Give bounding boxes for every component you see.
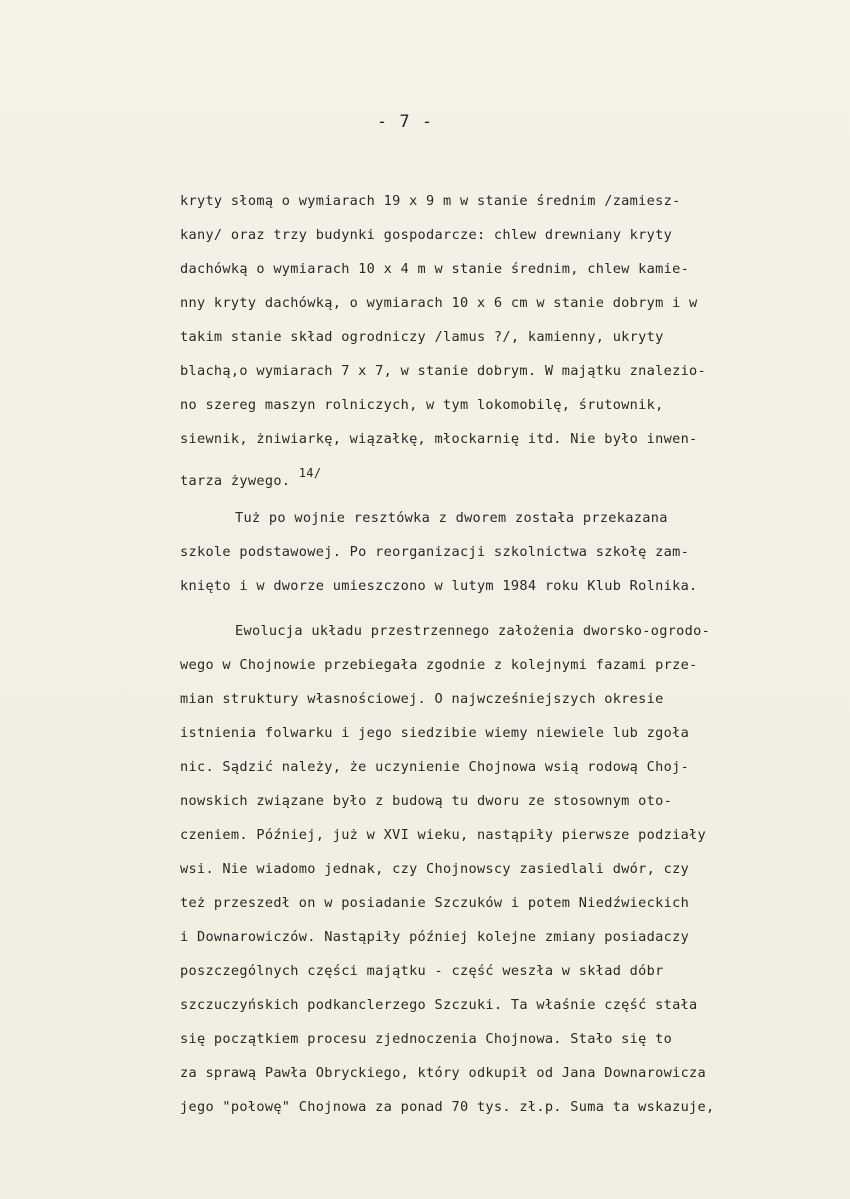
text-line: Tuż po wojnie resztówka z dworem została przekazana [235, 510, 668, 526]
text-line: nny kryty dachówką, o wymiarach 10 x 6 cm w stanie dobrym i w [180, 295, 698, 311]
paragraph-2 [180, 507, 830, 609]
paragraph-3 [180, 620, 830, 1130]
text-line: jego "połowę" Chojnowa za ponad 70 tys. zł.p. Suma ta wskazuje, [180, 1099, 715, 1115]
text-line: kryty słomą o wymiarach 19 x 9 m w stanie średnim /zamiesz- [180, 193, 681, 209]
text-line: dachówką o wymiarach 10 x 4 m w stanie średnim, chlew kamie- [180, 261, 690, 277]
text-line: kany/ oraz trzy budynki gospodarcze: chlew drewniany kryty [180, 227, 673, 243]
page-number: - 7 - [376, 112, 434, 132]
text-line: szkole podstawowej. Po reorganizacji szkolnictwa szkołę zam- [180, 544, 690, 560]
text-line: nic. Sądzić należy, że uczynienie Chojnowa wsią rodową Choj- [180, 759, 690, 775]
text-line-with-footnote [180, 462, 830, 496]
text-line: takim stanie skład ogrodniczy /lamus ?/, kamienny, ukryty [180, 329, 664, 345]
text-line: wsi. Nie wiadomo jednak, czy Chojnowscy zasiedlali dwór, czy [180, 861, 690, 877]
text-line: czeniem. Później, już w XVI wieku, nastąpiły pierwsze podziały [180, 827, 707, 843]
text-line: wego w Chojnowie przebiegała zgodnie z kolejnymi fazami prze- [180, 657, 698, 673]
text-line: nowskich związane było z budową tu dworu ze stosownym oto- [180, 793, 673, 809]
footnote-marker: 14/ [298, 466, 322, 480]
text-line: istnienia folwarku i jego siedzibie wiemy niewiele lub zgoła [180, 725, 690, 741]
text-line: się początkiem procesu zjednoczenia Chojnowa. Stało się to [180, 1031, 673, 1047]
text-line: knięto i w dworze umieszczono w lutym 1984 roku Klub Rolnika. [180, 578, 698, 594]
text-line: tarza żywego. [180, 473, 291, 489]
text-line: za sprawą Pawła Obryckiego, który odkupił od Jana Downarowicza [180, 1065, 707, 1081]
text-line: Ewolucja układu przestrzennego założenia dworsko-ogrodo- [235, 623, 711, 639]
text-line: też przeszedł on w posiadanie Szczuków i potem Niedźwieckich [180, 895, 690, 911]
document-body [180, 190, 830, 1130]
text-line: i Downarowiczów. Nastąpiły później kolejne zmiany posiadaczy [180, 929, 690, 945]
text-line: poszczególnych części majątku - część weszła w skład dóbr [180, 963, 664, 979]
text-line: szczuczyńskich podkanclerzego Szczuki. Ta właśnie część stała [180, 997, 698, 1013]
paragraph-1 [180, 190, 830, 496]
text-line: mian struktury własnościowej. O najwcześniejszych okresie [180, 691, 664, 707]
text-line: no szereg maszyn rolniczych, w tym lokomobilę, śrutownik, [180, 397, 664, 413]
text-line: siewnik, żniwiarkę, wiązałkę, młockarnię itd. Nie było inwen- [180, 431, 698, 447]
text-line: blachą,o wymiarach 7 x 7, w stanie dobrym. W majątku znalezio- [180, 363, 707, 379]
